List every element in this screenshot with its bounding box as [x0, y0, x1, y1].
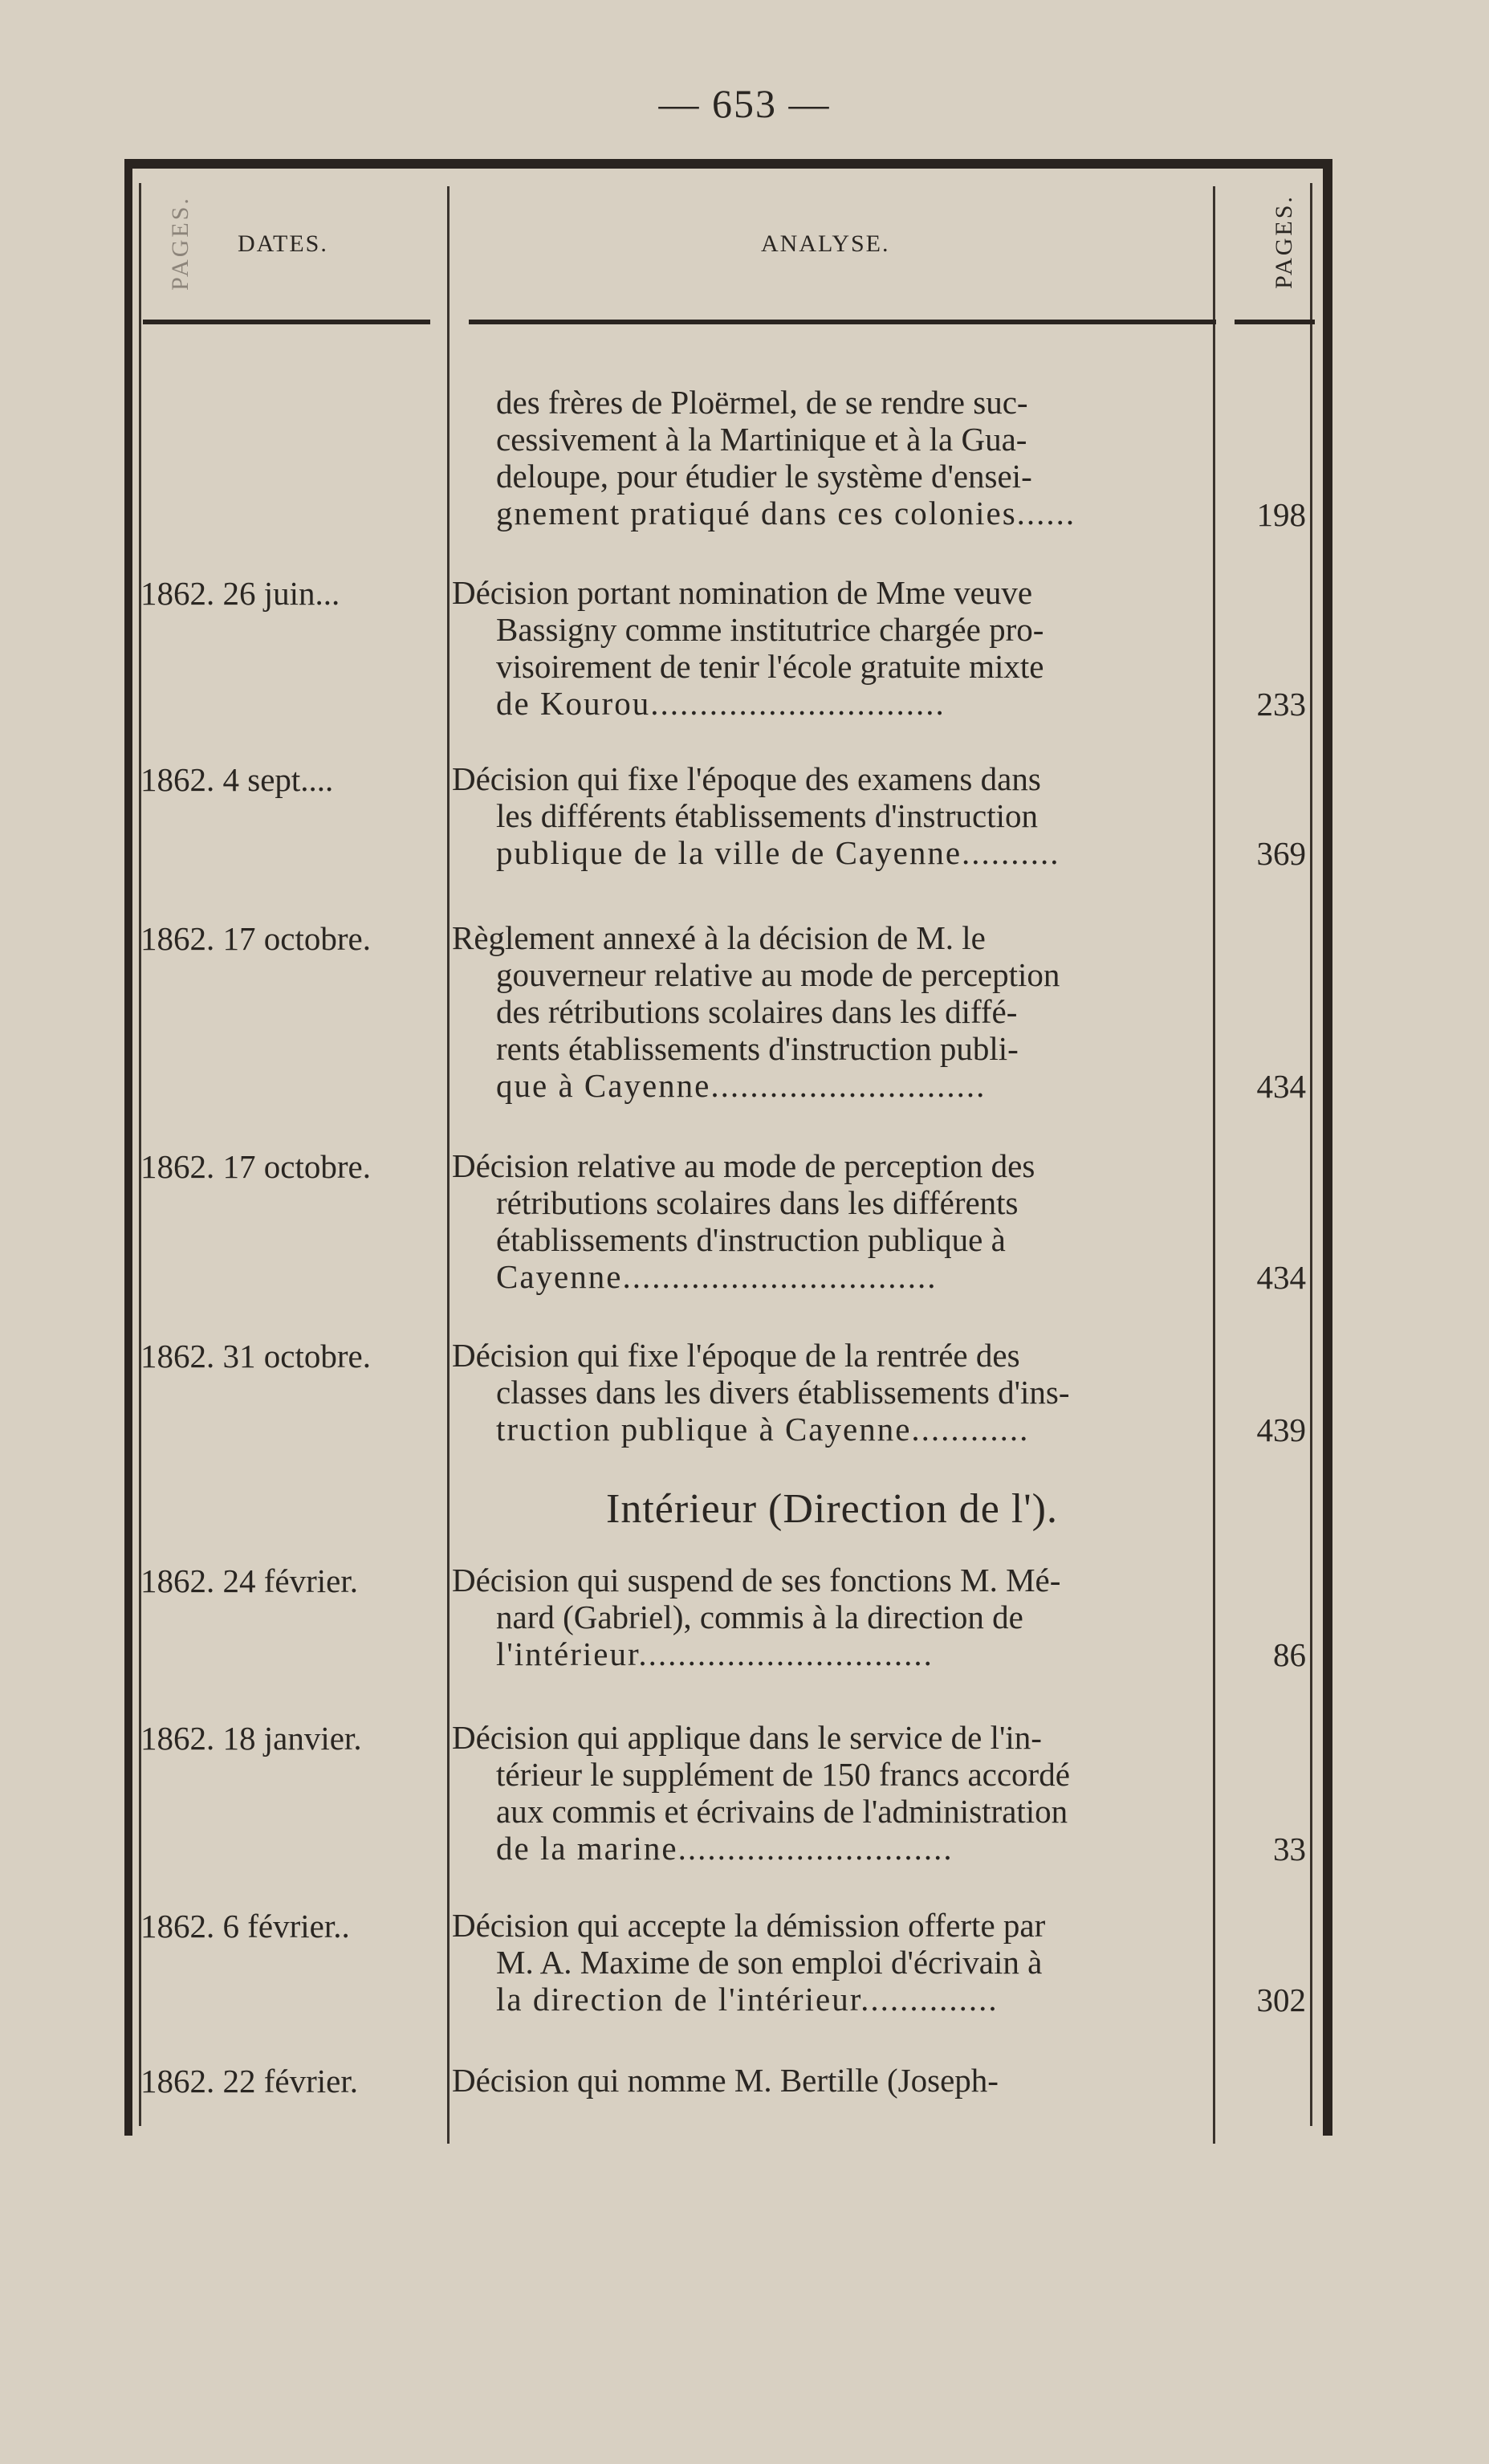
entry-analysis: Décision qui nomme M. Bertille (Joseph-: [452, 2062, 999, 2099]
entry-analysis: Décision qui applique dans le service de l'in- térieur le supplément de 150 francs accordé aux commis et écrivains de l'administration de la marine............................: [452, 1719, 1070, 1867]
header-rule-dates: [143, 320, 430, 324]
entry-analysis: des frères de Ploërmel, de se rendre suc- cessivement à la Martinique et à la Gua- deloupe, pour étudier le système d'ensei- gnement pratiqué dans ces colonies......: [496, 384, 1076, 531]
header-analyse: ANALYSE.: [761, 230, 890, 257]
entry-date: 1862. 24 février.: [140, 1562, 358, 1599]
entry-page: 198: [1256, 496, 1306, 533]
header-rule-pages: [1235, 320, 1315, 324]
entry-analysis: Décision relative au mode de perception des rétributions scolaires dans les différents établissements d'instruction publique à Cayenne................................: [452, 1147, 1035, 1295]
entry-analysis: Décision qui accepte la démission offerte par M. A. Maxime de son emploi d'écrivain à la direction de l'intérieur..............: [452, 1907, 1046, 2018]
header-pages: PAGES.: [1271, 194, 1297, 289]
page-number: — 653 —: [658, 81, 831, 126]
entry-page: 302: [1256, 1981, 1306, 2018]
column-divider-analysis: [1213, 186, 1215, 2144]
entry-page: 369: [1256, 835, 1306, 872]
entry-page: 86: [1273, 1636, 1306, 1673]
header-left-rotated: PAGES.: [167, 196, 193, 291]
entry-page: 33: [1273, 1831, 1306, 1867]
entry-page: 439: [1256, 1411, 1306, 1448]
entry-date: 1862. 6 février..: [140, 1908, 350, 1945]
entry-analysis: Décision portant nomination de Mme veuve Bassigny comme institutrice chargée pro- visoirement de tenir l'école gratuite mixte de Kourou..............................: [452, 574, 1044, 722]
entry-date: 1862. 17 octobre.: [140, 1148, 371, 1185]
entry-page: 434: [1256, 1259, 1306, 1296]
entry-analysis: Décision qui fixe l'époque de la rentrée des classes dans les divers établissements d'ins- truction publique à Cayenne............: [452, 1337, 1070, 1448]
entry-analysis: Décision qui fixe l'époque des examens dans les différents établissements d'instruction publique de la ville de Cayenne..........: [452, 760, 1060, 871]
column-divider-dates: [447, 186, 450, 2144]
entry-date: 1862. 26 juin...: [140, 575, 340, 612]
column-divider-right: [1310, 183, 1312, 2126]
entry-date: 1862. 4 sept....: [140, 761, 334, 798]
entry-date: 1862. 18 janvier.: [140, 1720, 362, 1757]
entry-date: 1862. 22 février.: [140, 2063, 358, 2099]
section-title: Intérieur (Direction de l').: [606, 1486, 1058, 1532]
entry-page: 434: [1256, 1068, 1306, 1105]
entry-analysis: Règlement annexé à la décision de M. le gouverneur relative au mode de perception des rétributions scolaires dans les diffé- rents établissements d'instruction publi- que à Cayenne............................: [452, 919, 1060, 1104]
entry-date: 1862. 17 octobre.: [140, 920, 371, 957]
header-rule-analysis: [469, 320, 1216, 324]
entry-date: 1862. 31 octobre.: [140, 1338, 371, 1375]
header-dates: DATES.: [238, 230, 328, 257]
entry-page: 233: [1256, 686, 1306, 723]
entry-analysis: Décision qui suspend de ses fonctions M. Mé- nard (Gabriel), commis à la direction de l'intérieur..............................: [452, 1562, 1061, 1672]
